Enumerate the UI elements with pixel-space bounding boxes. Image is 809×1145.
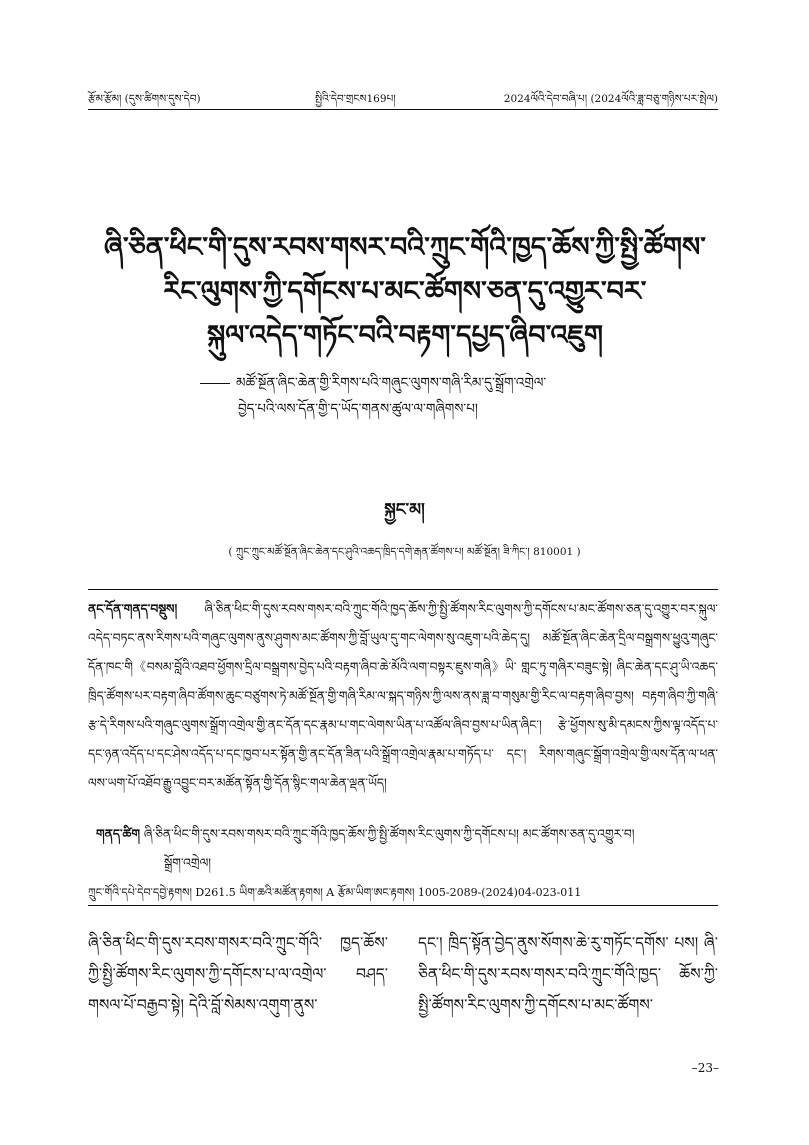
title-line: རིང་ལུགས་ཀྱི་དགོངས་པ་མང་ཚོགས་ཅན་དུ་འགྱུར་བར་ [163, 276, 647, 307]
keywords-text-cont: སྒྲོག་འགྲེལ། [164, 856, 211, 870]
abstract-block [88, 594, 718, 798]
keywords-text: ཞི་ཅིན་ཕིང་གི་དུས་རབས་གསར་བའི་ཀྲུང་གོའི་ཁྱད་ཆོས་ཀྱི་སྤྱི་ཚོགས་རིང་ལུགས་ཀྱི་དགོངས་པ། མང་ཚོགས་ཅན་དུ་འགྱུར་བ། [143, 827, 635, 841]
abstract-top-rule [88, 589, 718, 590]
subtitle-line: མཚོ་སྔོན་ཞིང་ཆེན་གྱི་རིགས་པའི་གཞུང་ལུགས་གཞི་རིམ་དུ་སྒྲོག་འགྲེལ་ [200, 370, 720, 396]
header-rule [88, 109, 718, 110]
header-center: སྤྱིའི་དེབ་གྲངས169པ། [315, 93, 396, 105]
keywords-block [88, 819, 718, 878]
article-title [70, 226, 740, 358]
article-subtitle [200, 370, 720, 422]
abstract-text: ཞི་ཅིན་ཕིང་གི་དུས་རབས་གསར་བའི་ཀྲུང་གོའི་ཁྱད་ཆོས་ཀྱི་སྤྱི་ཚོགས་རིང་ལུགས་ཀྱི་དགོངས་པ་མང་ཚོགས་ཅན་དུ་འགྱུར་བར་སྐུལ་འདེད་བཏང་ནས་རིགས་པའི་གཞུང་ལུགས་ནུས་ཤུགས་མང་ཚོགས་ཀྱི་བློ་ཡུལ་དུ་གང་ལེགས་སུ་འཇུག་པའི་ཆེད་དུ། མཚོ་སྔོན་ཞིང་ཆེན་དྲིལ་བསྒྲགས་ཕྱུའུ་གཞུང་དོན་ཁང་གི《བསམ་བློའི་འཐབ་ཕྱོགས་དྲིལ་བསྒྲགས་བྱེད་པའི་བརྟག་ཞིབ་ཆེ་མོའི་ལག་བསྟར་ཇུས་གཞི》ཡི་ གླང་ཏུ་གཞིར་བཟུང་སྟེ། ཞིང་ཆེན་དང་ཤུ་ཡི་འཆད་ཁྲིད་ཚོགས་པར་བརྟག་ཞིབ་ཚོགས་ཆུང་བཙུགས་ཏེ་མཚོ་སྔོན་གྱི་གཞི་རིམ་ལ་སྐད་གཉིས་ཀྱི་ལས་ནས་ཟླ་བ་གསུམ་གྱི་རིང་ལ་བརྟག་ཞིབ་བྱས། བརྟག་ཞིབ་ཀྱི་གཞི་རྩ་དེ་རིགས་པའི་གཞུང་ལུགས་སྒྲོག་འགྲེལ་གྱི་ནང་དོན་དང་རྣམ་པ་གང་ལེགས་ཡིན་པ་འཚོལ་ཞིབ་བྱས་པ་ཡིན་ཞིང་། རྩེ་ཕྱོགས་སུ་མི་དམངས་ཀྱིས་ལྟ་འདོད་པ་དང་ཉན་འདོད་པ་དང་ཤེས་འདོད་པ་དང་ཁྱབ་པར་སྟོན་གྱི་ནང་དོན་ཟིན་པའི་སྒྲོག་འགྲེལ་རྣམ་པ་གཏོད་པ་ དང་། རིགས་གཞུང་སྒྲོག་འགྲེལ་གྱི་ལས་དོན་ལ་ཕན་ལས་ཡག་པོ་འཐོབ་རྒྱུ་འབྱུང་བར་མཚོན་སྟོན་གྱི་དོན་སྙིང་གལ་ཆེན་ལྡན་ཡོད། [88, 602, 718, 790]
abstract-label: ནང་དོན་གནད་བསྡུས། [88, 601, 178, 616]
dash-rule [200, 383, 230, 384]
abstract-bottom-rule [88, 905, 718, 906]
subtitle-line: བྱེད་པའི་ལས་དོན་གྱི་ད་ཡོད་གནས་ཚུལ་ལ་གཞིགས་པ། [238, 401, 478, 417]
author-affiliation: ( ཀྲུང་ཀྲུང་མཚོ་སྔོན་ཞིང་ཆེན་དང་ཤུའི་འཆད་ཁྲིད་དགེ་རྒན་ཚོགས་པ། མཚོ་སྔོན། ཟི་ཀིང་། 810001 ) [228, 546, 581, 558]
keywords-label: གནད་ཚིག [96, 826, 140, 841]
title-line: སྐུལ་འདེད་གཏོང་བའི་བརྟག་དཔྱད་ཞིབ་འཇུག [207, 320, 603, 351]
body-column-right: དང་། ཁྲིད་སྟོན་བྱེད་ནུས་སོགས་ཆེ་རུ་གཏོང་དགོས་ པས། ཞི་ཅིན་ཕིང་གི་དུས་རབས་གསར་བའི་ཀྲུང་གོའི་ཁྱད་ ཆོས་ཀྱི་སྤྱི་ཚོགས་རིང་ལུགས་ཀྱི་དགོངས་པ་མང་ཚོགས་ [418, 934, 718, 1014]
header-left: རྩོམ་རྩོམ། (དུས་ཚིགས་དུས་དེབ) [88, 93, 201, 105]
author-name: སྐྱང་མ། [384, 500, 425, 520]
header-right: 2024ལོའི་དེབ་བཞི་པ། (2024ལོའི་ཟླ་བཅུ་གཉིས་པར་སྤེལ) [503, 93, 718, 105]
page-number: –23– [691, 1061, 719, 1075]
classification-line: ཀྲུང་གོའི་དཔེ་དེབ་དབྱེ་རྟགས། D261.5 ཡིག་ཆའི་མཚོན་རྟགས། A རྩོམ་ཡིག་ཨང་རྟགས། 1005-2089-(2024)04-023-011 [88, 886, 582, 899]
title-line: ཞི་ཅིན་ཕིང་གི་དུས་རབས་གསར་བའི་ཀྲུང་གོའི་ཁྱད་ཆོས་ཀྱི་སྤྱི་ཚོགས་ [104, 232, 706, 263]
body-column-left: ཞི་ཅིན་ཕིང་གི་དུས་རབས་གསར་བའི་ཀྲུང་གོའི་ ཁྱད་ཆོས་ཀྱི་སྤྱི་ཚོགས་རིང་ལུགས་ཀྱི་དགོངས་པ་ལ་འགྲེལ་ བཤད་གསལ་པོ་བརྒྱབ་སྟེ། དེའི་བློ་སེམས་འགུག་ནུས་ [88, 934, 388, 1014]
